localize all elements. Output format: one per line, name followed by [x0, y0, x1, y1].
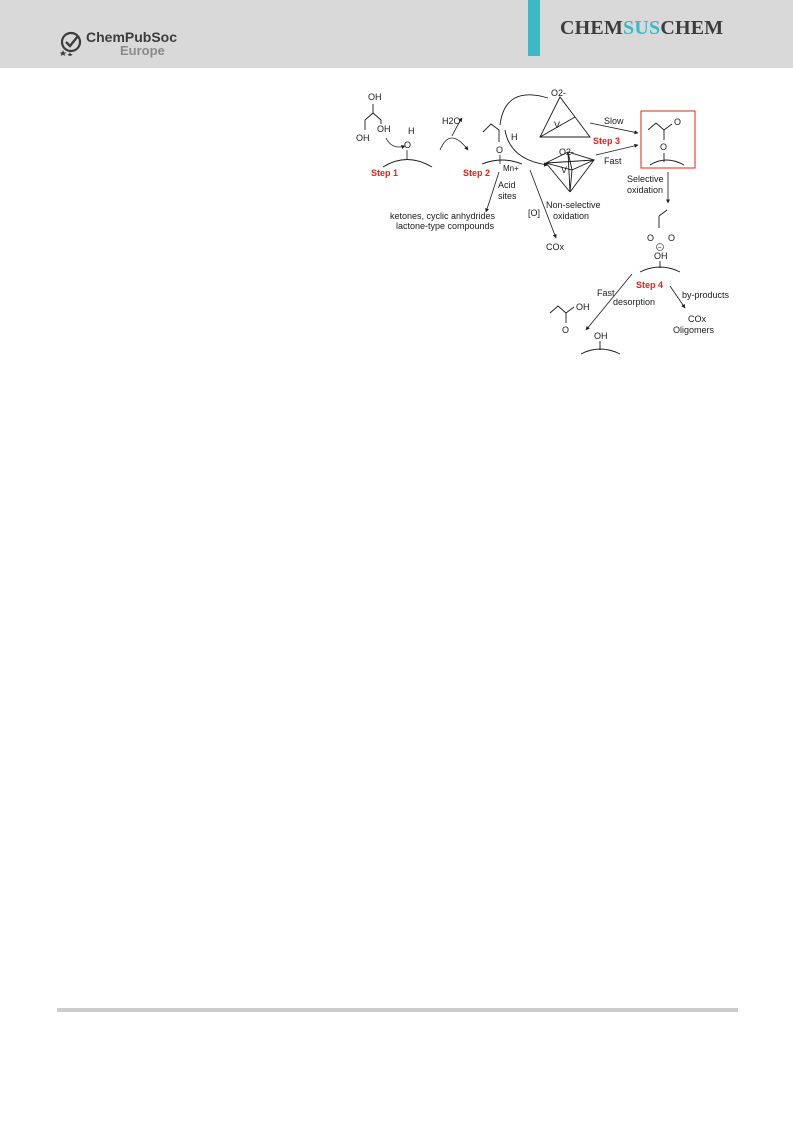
surface-arc-1	[383, 160, 432, 168]
oligomers-label: Oligomers	[673, 325, 715, 335]
cox-product-1: COx	[546, 242, 564, 252]
footer-divider	[57, 1008, 738, 1012]
non-selective-label-1: Non-selective	[546, 200, 601, 210]
oxidant-label: [O]	[528, 208, 541, 218]
acid-byproducts-1: ketones, cyclic anhydrides	[390, 211, 496, 221]
by-products-label: by-products	[682, 290, 730, 300]
surface-hydroxyl: OH	[654, 251, 668, 261]
carboxylate-structure	[659, 210, 667, 228]
carboxylate-o-right: O	[668, 233, 676, 243]
octahedron-vanadium: V	[561, 165, 568, 175]
adsorption-arrow	[386, 138, 405, 147]
cox-product-2: COx	[688, 314, 706, 324]
journal-title-part3: CHEM	[660, 17, 724, 39]
step-4-label: Step 4	[636, 280, 664, 290]
publisher-region: Europe	[120, 43, 165, 58]
acrylate-carbonyl-o: O	[674, 117, 682, 127]
non-selective-label-2: oxidation	[553, 211, 590, 221]
acrylate-intermediate-box	[641, 111, 695, 168]
octahedron-oxygen: O2-	[559, 147, 575, 157]
acid-sites-label-2: sites	[498, 191, 517, 201]
dehydration-arrow	[440, 138, 468, 150]
fast-desorption-label-1: Fast	[597, 288, 615, 298]
water-label: H2O	[442, 116, 461, 126]
journal-title-part1: CHEM	[560, 17, 624, 39]
glycerol-oh-top: OH	[368, 92, 382, 102]
step-3-label: Step 3	[593, 136, 621, 146]
regenerated-surface	[581, 341, 620, 354]
journal-title-part2: SUS	[623, 17, 661, 39]
redox-cycle-arrow-top	[500, 95, 548, 125]
step-2-label: Step 2	[463, 168, 491, 178]
vanadium-tetrahedron	[540, 97, 590, 137]
acid-sites-label-1: Acid	[498, 180, 516, 190]
acid-byproducts-2: lactone-type compounds	[396, 221, 495, 231]
slow-label: Slow	[604, 116, 624, 126]
acrylic-acid-o: O	[562, 325, 570, 335]
aldehyde-h: H	[511, 132, 518, 142]
aldehyde-o: O	[496, 145, 504, 155]
acrylic-acid-structure	[550, 306, 574, 323]
adsorbed-h: H	[408, 126, 415, 136]
acrylate-surface	[650, 153, 684, 165]
regenerated-hydroxyl: OH	[594, 331, 608, 341]
glycerol-oh-left: OH	[356, 133, 370, 143]
publisher-name: ChemPubSoc	[86, 29, 178, 45]
fast-arrow	[596, 145, 638, 155]
metal-center: Mn+	[503, 164, 519, 173]
fast-desorption-label-2: desorption	[613, 297, 656, 307]
fast-label: Fast	[604, 156, 622, 166]
acrylate-surface-o: O	[660, 142, 668, 152]
tetrahedron-oxygen: O2-	[551, 88, 567, 98]
adsorbed-o: O	[404, 140, 412, 150]
carboxylate-o-left: O	[647, 233, 655, 243]
step-1-label: Step 1	[371, 168, 399, 178]
acrylic-acid-oh: OH	[576, 302, 590, 312]
vanadium-octahedron	[546, 152, 594, 192]
selective-label-1: Selective	[627, 174, 664, 184]
selective-label-2: oxidation	[627, 185, 664, 195]
acrylate-structure	[648, 123, 672, 140]
acrolein-structure	[483, 124, 499, 142]
glycerol-oh-right: OH	[377, 124, 391, 134]
negative-charge: −	[657, 244, 662, 252]
tetrahedron-vanadium: V	[554, 120, 561, 130]
carboxylate-surface	[640, 261, 680, 272]
